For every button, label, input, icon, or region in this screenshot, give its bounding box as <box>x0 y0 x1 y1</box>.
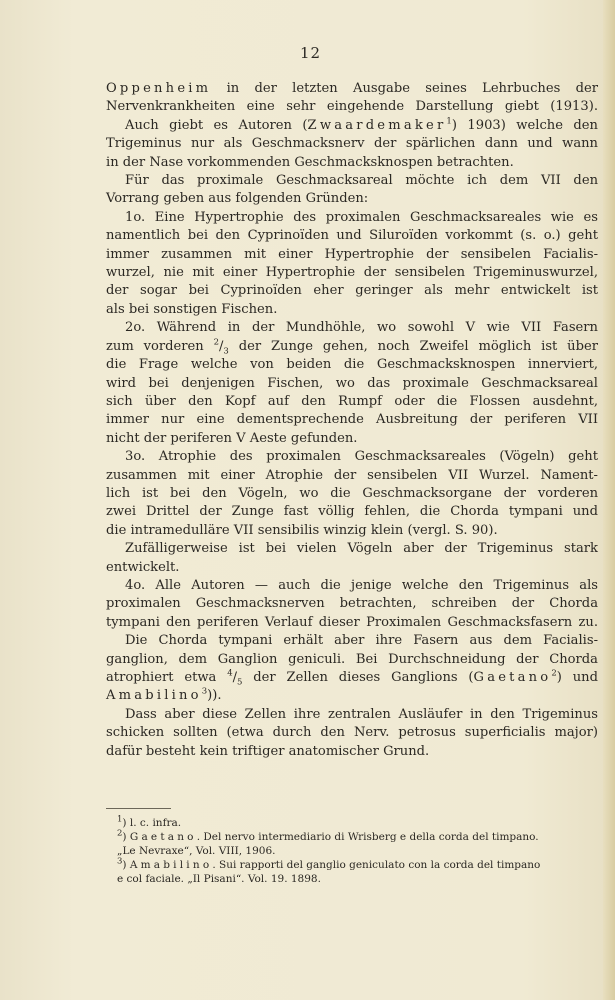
text-line <box>106 522 598 540</box>
text-run: / <box>219 338 224 354</box>
text-run: der Zunge gehen, noch Zweifel möglich ist über <box>228 338 598 354</box>
text-line <box>106 467 598 485</box>
text-line <box>106 338 598 356</box>
text-run: 3o. Atrophie des proximalen Geschmacksareales (Vögeln) geht <box>125 449 598 465</box>
text-line <box>106 282 598 300</box>
superscript: 1 <box>117 814 123 825</box>
text-line <box>106 411 598 429</box>
text-line <box>106 614 598 632</box>
text-run: Für das proximale Geschmacksareal möchte ich dem VII den <box>125 173 598 189</box>
text-line <box>106 190 598 208</box>
text-run: . Del nervo intermediario di Wrisberg e della corda del timpano. <box>196 831 539 843</box>
author-name: Oppenheim <box>106 81 212 96</box>
text-run: wird bei denjenigen Fischen, wo das proximale Geschmacksareal <box>106 375 598 391</box>
text-run: in der letzten Ausgabe seines Lehrbuches der <box>211 81 598 96</box>
text-run: lich ist bei den Vögeln, wo die Geschmacksorgane der vorderen <box>106 485 598 501</box>
superscript: 4 <box>227 668 233 679</box>
text-run: Zufälligerweise ist bei vielen Vögeln aber der Trigeminus stark <box>125 541 598 557</box>
text-run: e col faciale. „Il Pisani“. Vol. 19. 1898. <box>117 873 321 885</box>
text-run: immer nur eine dementsprechende Ausbreitung der periferen VII <box>106 412 598 428</box>
text-run: Vorrang geben aus folgenden Gründen: <box>106 191 369 207</box>
footnote-line <box>106 858 598 872</box>
text-line <box>106 98 598 116</box>
superscript: 1 <box>446 116 452 127</box>
footnote-line <box>106 872 598 886</box>
footnote-line <box>106 830 598 844</box>
text-line <box>106 651 598 669</box>
text-line <box>106 80 598 98</box>
footnote-separator <box>106 808 171 809</box>
superscript: 2 <box>213 337 219 348</box>
text-run: 1o. Eine Hypertrophie des proximalen Geschmacksareales wie es <box>125 209 598 225</box>
text-run: ) und <box>556 670 598 685</box>
footnote-line <box>106 844 598 858</box>
text-run: der sogar bei Cyprinoïden eher geringer als mehr entwickelt ist <box>106 283 598 299</box>
text-run: sich über den Kopf auf den Rumpf oder die Flossen ausdehnt, <box>106 393 598 409</box>
text-line <box>106 669 598 687</box>
text-run: proximalen Geschmacksnerven betrachten, schreiben der Chorda <box>106 596 598 612</box>
text-line <box>106 485 598 503</box>
text-run: zum vorderen <box>106 338 214 354</box>
text-line <box>106 448 598 466</box>
text-run: die intramedulläre VII sensibilis winzig klein (vergl. S. 90). <box>106 522 498 538</box>
text-run: schicken sollten (etwa durch den Nerv. petrosus superficialis major) <box>106 725 598 741</box>
text-line <box>106 319 598 337</box>
page-number: 12 <box>300 44 322 62</box>
superscript: 3 <box>117 856 123 867</box>
text-line <box>106 135 598 153</box>
text-run: entwickelt. <box>106 559 180 575</box>
text-line <box>106 706 598 724</box>
author-name: Gaetano <box>129 831 197 843</box>
text-run: Auch giebt es Autoren ( <box>125 117 308 133</box>
text-line <box>106 595 598 613</box>
text-run: )). <box>207 688 222 704</box>
page-edge <box>603 0 615 1000</box>
footnote-line <box>106 816 598 830</box>
text-line <box>106 172 598 190</box>
text-run: ) <box>122 831 130 843</box>
fraction-denominator: 5 <box>237 677 243 688</box>
text-run: Nervenkrankheiten eine sehr eingehende Darstellung giebt (1913). <box>106 99 598 115</box>
text-run: ganglion, dem Ganglion geniculi. Bei Durchschneidung der Chorda <box>106 651 598 667</box>
text-line <box>106 301 598 319</box>
text-line <box>106 393 598 411</box>
text-run: die Frage welche von beiden die Geschmacksknospen innerviert, <box>106 357 598 373</box>
text-run: dafür besteht kein triftiger anatomischer Grund. <box>106 743 430 759</box>
fraction-denominator: 3 <box>223 346 229 357</box>
text-run: atrophiert etwa <box>106 670 228 685</box>
body-text <box>106 80 598 761</box>
text-line <box>106 724 598 742</box>
text-line <box>106 577 598 595</box>
text-run: . Sui rapporti del ganglio geniculato con la corda del timpano <box>212 859 541 871</box>
text-line <box>106 209 598 227</box>
text-line <box>106 117 598 135</box>
text-line <box>106 559 598 577</box>
text-line <box>106 375 598 393</box>
text-run: Trigeminus nur als Geschmacksnerv der spärlichen dann und wann <box>106 136 598 152</box>
text-run: zusammen mit einer Atrophie der sensibelen VII Wurzel. Nament- <box>106 467 598 483</box>
text-run: ) l. c. infra. <box>122 817 182 829</box>
text-run: 2o. Während in der Mundhöhle, wo sowohl V wie VII Fasern <box>125 320 598 336</box>
text-line <box>106 632 598 650</box>
superscript: 2 <box>551 668 557 679</box>
text-run: / <box>232 670 238 685</box>
text-run: der Zellen dieses Ganglions ( <box>242 670 474 685</box>
text-run: 4o. Alle Autoren — auch die jenige welche den Trigeminus als <box>125 577 598 593</box>
text-line <box>106 356 598 374</box>
text-run: als bei sonstigen Fischen. <box>106 301 278 317</box>
text-run: nicht der periferen V Aeste gefunden. <box>106 430 358 446</box>
text-line <box>106 154 598 172</box>
author-name: Amabilino <box>106 688 202 704</box>
text-run: Die Chorda tympani erhält aber ihre Fasern aus dem Facialis- <box>125 633 598 649</box>
author-name: Gaetano <box>473 670 552 685</box>
text-run: ) <box>122 859 130 871</box>
text-run: „Le Nevraxe“, Vol. VIII, 1906. <box>117 845 276 857</box>
superscript: 3 <box>201 687 208 698</box>
text-line <box>106 430 598 448</box>
text-line <box>106 246 598 264</box>
text-run: ) 1903) welche den <box>451 117 598 133</box>
superscript: 2 <box>117 828 123 839</box>
text-run: namentlich bei den Cyprinoïden und Siluroïden vorkommt (s. o.) geht <box>106 228 598 244</box>
author-name: Amabilino <box>129 859 213 871</box>
text-run: immer zusammen mit einer Hypertrophie der sensibelen Facialis- <box>106 246 598 262</box>
text-run: in der Nase vorkommenden Geschmacksknospen betrachten. <box>106 154 514 170</box>
text-run: tympani den periferen Verlauf dieser Proximalen Geschmacksfasern zu. <box>106 614 598 630</box>
text-line <box>106 743 598 761</box>
text-line <box>106 264 598 282</box>
footnotes <box>106 816 598 886</box>
text-run: zwei Drittel der Zunge fast völlig fehlen, die Chorda tympani und <box>106 504 598 520</box>
text-run: Dass aber diese Zellen ihre zentralen Ausläufer in den Trigeminus <box>125 706 598 722</box>
text-line <box>106 227 598 245</box>
text-run: wurzel, nie mit einer Hypertrophie der sensibelen Trigeminuswurzel, <box>106 265 598 281</box>
text-line <box>106 540 598 558</box>
text-line <box>106 687 598 705</box>
author-name: Zwaardemaker <box>307 117 447 133</box>
text-line <box>106 503 598 521</box>
